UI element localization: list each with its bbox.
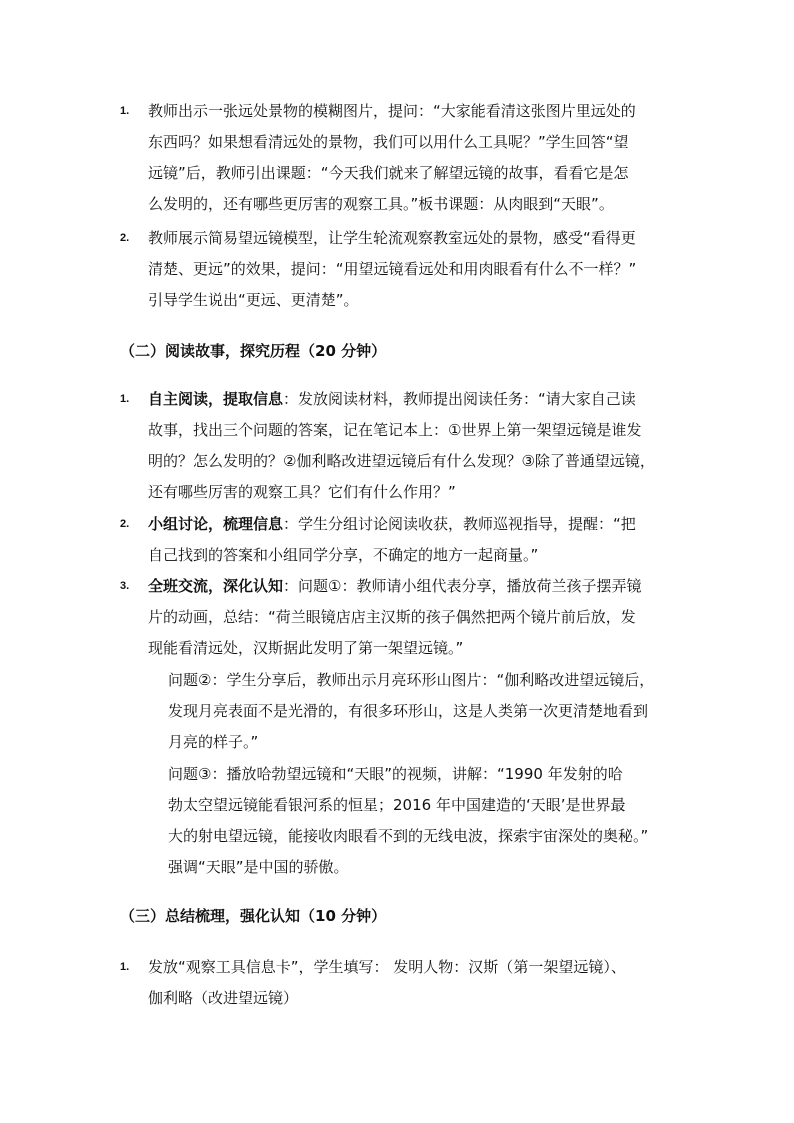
text-line xyxy=(148,514,636,534)
text-line xyxy=(148,576,641,596)
line-rest: ：发放阅读材料，教师提出阅读任务：“请大家自己读 xyxy=(283,390,636,408)
list-number: 1. xyxy=(120,105,130,117)
text-line: 大的射电望远镜，能接收肉眼看不到的无线电波，探索宇宙深处的奥秘。” xyxy=(168,827,649,845)
text-line: 教师展示简易望远镜模型，让学生轮流观察教室远处的景物，感受“看得更 xyxy=(148,229,636,247)
text-line: 教师出示一张远处景物的模糊图片，提问：“大家能看清这张图片里远处的 xyxy=(148,102,636,120)
line-rest: ：学生分组讨论阅读收获，教师巡视指导，提醒：“把 xyxy=(283,515,636,533)
text-line: 么发明的，还有哪些更厉害的观察工具。”板书课题：从肉眼到“天眼”。 xyxy=(148,195,614,213)
list-number: 1. xyxy=(120,393,130,405)
list-number: 3. xyxy=(120,580,130,592)
text-line: 东西吗？如果想看清远处的景物，我们可以用什么工具呢？”学生回答“望 xyxy=(148,133,629,151)
text-line: 自己找到的答案和小组同学分享，不确定的地方一起商量。” xyxy=(148,546,539,564)
text-line: 片的动画，总结：“荷兰眼镜店店主汉斯的孩子偶然把两个镜片前后放，发 xyxy=(148,608,636,626)
text-line: 月亮的样子。” xyxy=(168,733,259,751)
text-line: 问题②：学生分享后，教师出示月亮环形山图片：“伽利略改进望远镜后， xyxy=(168,671,655,689)
bold-lead: 自主阅读，提取信息 xyxy=(148,390,284,408)
list-number: 2. xyxy=(120,232,130,244)
bold-lead: 全班交流，深化认知 xyxy=(148,577,284,595)
text-line: 还有哪些厉害的观察工具？它们有什么作用？” xyxy=(148,483,456,501)
text-line: 问题③：播放哈勃望远镜和“天眼”的视频，讲解：“1990 年发射的哈 xyxy=(168,765,623,783)
text-line: 现能看清远处，汉斯据此发明了第一架望远镜。” xyxy=(148,639,464,657)
text-line: 远镜”后，教师引出课题：“今天我们就来了解望远镜的故事，看看它是怎 xyxy=(148,164,629,182)
text-line xyxy=(148,389,636,409)
text-line: 清楚、更远”的效果，提问：“用望远镜看远处和用肉眼看有什么不一样？” xyxy=(148,260,637,278)
section-heading: （三）总结梳理，强化认知（10 分钟） xyxy=(120,907,387,925)
list-number: 2. xyxy=(120,518,130,530)
text-line: 故事，找出三个问题的答案，记在笔记本上：①世界上第一架望远镜是谁发 xyxy=(148,421,642,439)
text-line: 发现月亮表面不是光滑的，有很多环形山，这是人类第一次更清楚地看到 xyxy=(168,702,649,720)
text-line: 引导学生说出“更远、更清楚”。 xyxy=(148,291,359,309)
list-number: 1. xyxy=(120,961,130,973)
text-line: 强调“天眼”是中国的骄傲。 xyxy=(168,858,349,876)
bold-lead: 小组讨论，梳理信息 xyxy=(148,515,284,533)
text-line: 明的？怎么发明的？②伽利略改进望远镜后有什么发现？③除了普通望远镜， xyxy=(148,452,655,470)
line-rest: ：问题①：教师请小组代表分享，播放荷兰孩子摆弄镜 xyxy=(283,577,642,595)
text-line: 伽利略（改进望远镜） xyxy=(148,989,299,1007)
text-line: 发放“观察工具信息卡”，学生填写： 发明人物：汉斯（第一架望远镜）、 xyxy=(148,958,626,976)
text-line: 勃太空望远镜能看银河系的恒星；2016 年中国建造的‘天眼’是世界最 xyxy=(168,796,626,814)
section-heading: （二）阅读故事，探究历程（20 分钟） xyxy=(120,342,387,360)
